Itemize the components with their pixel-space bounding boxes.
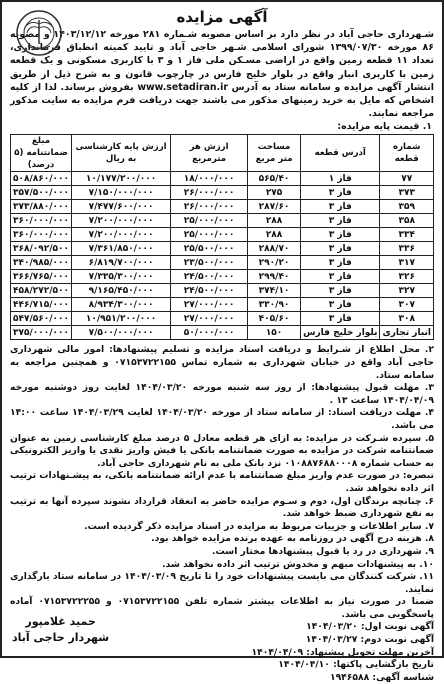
cell-parcel-number: انبار تجاری	[380, 326, 434, 340]
table-row	[11, 298, 434, 312]
intro-paragraph: شـهرداری حاجی آباد در نظر دارد بر اساس مصوبه شـماره ۲۸۱ مورخه ۱۴۰۳/۱۲/۱۲ و مصوبه ۸۶ مورخه ۱۳۹۹/۰۷/۳۰ شورای اسلامی شـهر حاجی آباد و تایید کمیته انطباق فرمانداری، تعداد ۱۱ قطعه زمین واقع در اراضی مسـکن ملی فاز ۱ و ۳ با کاربری مسکونی و یک قطعه زمین با کاربری انبار واقع در بلوار خلیج فارس در چارچوب قانون و به شرح ذیل از طریق انتشار آگهی مزایده و سامانه ستاد به آدرس www.setadiran.ir بفروش برساند. لذا از کلیه اشخاص که مایل به خرید زمینهای مذکور می باشند جهت دریافت فرم مزایده به سایت مذکور مراجعه نمایند.	[10, 29, 434, 120]
cell-guarantee: ۵۴۷/۵۶۰/۰۰۰	[11, 312, 72, 326]
cell-parcel-number: ۳۳۶	[380, 242, 434, 256]
table-row	[11, 172, 434, 186]
note-item: تبصره: در صورت عدم واریز مبلغ ضمانتنامه با عدم ارائه ضمانتنامه بانکی، به پیشـنهادات ترتیب اثر داده نخواهد شد.	[10, 470, 434, 494]
table-row	[11, 312, 434, 326]
cell-price-per-m2: ۲۴/۵۰۰/۰۰۰	[171, 284, 248, 298]
cell-parcel-address: فاز ۱	[301, 172, 380, 186]
cell-parcel-number: ۳۱۷	[380, 256, 434, 270]
cell-guarantee: ۳۵۷/۵۰۰/۰۰۰	[11, 186, 72, 200]
cell-area: ۲۸۸	[248, 228, 301, 242]
table-row	[11, 256, 434, 270]
date-item: آگهی نوبت دوم: ۱۴۰۴/۰۳/۲۷	[305, 634, 434, 646]
cell-price-per-m2: ۲۷/۰۰۰/۰۰۰	[171, 298, 248, 312]
note-item: ۹. شهرداری در رد یا قبول پیشنهادها مختار است.	[211, 545, 434, 557]
page-title: آگهی مزایده	[176, 8, 268, 26]
cell-area: ۲۸۸	[248, 214, 301, 228]
cell-guarantee: ۳۶۰/۰۰۰/۰۰۰	[11, 228, 72, 242]
date-item: تاریخ بازگشایی پاکتها: ۱۴۰۴/۰۴/۱۰	[278, 659, 434, 671]
cell-parcel-number: ۳۰۷	[380, 298, 434, 312]
table-row	[11, 284, 434, 298]
cell-guarantee: ۳۷۳/۸۸۰/۰۰۰	[11, 200, 72, 214]
cell-parcel-number: ۳۰۸	[380, 312, 434, 326]
cell-parcel-address: فاز ۳	[301, 284, 380, 298]
cell-guarantee: ۳۷۵/۰۰۰/۰۰۰	[11, 326, 72, 340]
cell-guarantee: ۳۶۰/۰۰۰/۰۰۰	[11, 214, 72, 228]
cell-base-value: ۹/۱۶۵/۴۵۰/۰۰۰	[72, 284, 171, 298]
note-item: ۵. سپرده شـرکت در مزایده: به ازای هر قطعه معادل ۵ درصد مبلغ کارشناسی زمین به عنوان ضمانتنامه شرکت در مزایده به صورت ضمانتنامه بانکی یا فیش واریز نقدی یا واریز الکترونیکی به حساب شماره ۰۱۰۸۸۷۶۸۸۰۰۰۸ نزد بانک ملی به نام شهرداری حاجی آباد.	[10, 432, 434, 469]
cell-area: ۲۸۷/۶۰	[248, 200, 301, 214]
cell-parcel-address: فاز ۳	[301, 214, 380, 228]
cell-base-value: ۱۰/۱۷۷/۲۰۰/۰۰۰	[72, 172, 171, 186]
note-item: ۱۱. شرکت کنندگان می بایست پیشنهادات خود را تا تاریخ ۱۴۰۴/۰۳/۰۹ در سامانه ستاد بارگذاری نمایند.	[10, 571, 435, 595]
cell-price-per-m2: ۲۵/۰۰۰/۰۰۰	[171, 228, 248, 242]
cell-area: ۲۹۹/۴۰	[248, 270, 301, 284]
cell-price-per-m2: ۲۵/۰۰۰/۰۰۰	[171, 214, 248, 228]
cell-guarantee: ۴۵۸/۲۷۲/۵۰۰	[11, 284, 72, 298]
cell-area: ۵۶۵/۴۰	[248, 172, 301, 186]
cell-base-value: ۷/۲۰۰/۰۰۰/۰۰۰	[72, 214, 171, 228]
cell-base-value: ۱۰/۹۵۱/۲۰۰/۰۰۰	[72, 312, 171, 326]
cell-price-per-m2: ۲۴/۵۰۰/۰۰۰	[171, 270, 248, 284]
cell-area: ۲۸۸/۷۰	[248, 242, 301, 256]
note-item: ضمنا در صورت نیاز به اطلاعات بیشتر شماره تلفن ۰۷۱۵۳۷۲۲۱۵۵ و ۰۷۱۵۳۷۲۲۲۵۵ آماده پاسخگویی می باشد.	[10, 596, 435, 620]
cell-base-value: ۷/۴۷۷/۶۰۰/۰۰۰	[72, 200, 171, 214]
cell-parcel-address: فاز ۳	[301, 256, 380, 270]
cell-parcel-number: ۳۵۹	[380, 200, 434, 214]
cell-parcel-number: ۷۷	[380, 172, 434, 186]
cell-base-value: ۷/۱۵۰/۰۰۰/۰۰۰	[72, 186, 171, 200]
cell-parcel-number: ۳۲۷	[380, 284, 434, 298]
notes-list	[2, 340, 442, 621]
cell-area: ۳۳۰/۹۰	[248, 298, 301, 312]
cell-price-per-m2: ۵۰/۰۰۰/۰۰۰	[171, 326, 248, 340]
table-row	[11, 200, 434, 214]
cell-price-per-m2: ۲۷/۰۰۰/۰۰۰	[171, 312, 248, 326]
note-item: ۲. محل اطلاع از شـرایط و دریافت اسناد مزایده و تسلیم پیشنهادها: امور مالی شهرداری حاجی آباد واقع در خیابان شهرداری به شماره تماس ۰۷۱۵۳۷۲۲۱۵۵ و همچنین مراجعه به سامانه ستاد.	[10, 344, 434, 381]
cell-base-value: ۷/۲۰۰/۰۰۰/۰۰۰	[72, 228, 171, 242]
cell-parcel-address: فاز ۳	[301, 228, 380, 242]
table-row	[11, 214, 434, 228]
cell-area: ۴۰۵/۶۰	[248, 312, 301, 326]
cell-guarantee: ۴۴۶/۷۱۵/۰۰۰	[11, 298, 72, 312]
col-parcel-number: شماره قطعه	[380, 135, 434, 172]
cell-parcel-number: ۳۲۶	[380, 270, 434, 284]
cell-parcel-address: فاز ۳	[301, 186, 380, 200]
cell-base-value: ۷/۳۶۱/۸۵۰/۰۰۰	[72, 242, 171, 256]
cell-area: ۳۷۴/۱۰	[248, 284, 301, 298]
cell-guarantee: ۳۴۰/۹۸۵/۰۰۰	[11, 256, 72, 270]
note-item: ۴. مهلت دریافت اسناد: از سامانه ستاد از مورخه ۱۴۰۴/۰۳/۲۰ لغایت ۱۴۰۴/۰۳/۲۹ ساعت ۱۴:۰۰ می باشد.	[10, 407, 434, 431]
cell-guarantee: ۳۶۶/۷۶۵/۰۰۰	[11, 270, 72, 284]
cell-base-value: ۷/۵۰۰/۰۰۰/۰۰۰	[72, 326, 171, 340]
cell-parcel-address: فاز ۳	[301, 298, 380, 312]
signature-block	[12, 614, 109, 646]
cell-area: ۲۷۵	[248, 186, 301, 200]
cell-parcel-number: ۳۷۳	[380, 186, 434, 200]
note-item: ۶. چنانچه برندگان اول، دوم و سـوم مزایده حاضر به انعقاد قرارداد نشوند سپرده آنها به ترتیب به نفع شهرداری ضبط خواهد شد.	[10, 495, 434, 520]
cell-base-value: ۸/۹۳۴/۳۰۰/۰۰۰	[72, 298, 171, 312]
table-row	[11, 228, 434, 242]
cell-price-per-m2: ۲۳/۵۰۰/۰۰۰	[171, 256, 248, 270]
cell-price-per-m2: ۱۸/۰۰۰/۰۰۰	[171, 172, 248, 186]
date-item: آگهی نوبت اول: ۱۴۰۴/۰۳/۲۰	[306, 621, 434, 633]
table-row	[11, 326, 434, 340]
cell-parcel-address: فاز ۳	[301, 270, 380, 284]
col-area: مساحت متر مربع	[248, 135, 301, 172]
cell-parcel-address: بلوار خلیج فارس	[301, 326, 380, 340]
cell-parcel-address: فاز ۳	[301, 200, 380, 214]
cell-price-per-m2: ۲۵/۵۰۰/۰۰۰	[171, 242, 248, 256]
note-item: ۷. سایر اطلاعات و جزییات مربوط به مزایده در اسناد مزایده ذکر گردیده است.	[84, 520, 434, 532]
cell-base-value: ۶/۸۱۹/۷۰۰/۰۰۰	[72, 256, 171, 270]
cell-guarantee: ۵۰۸/۸۶۰/۰۰۰	[11, 172, 72, 186]
cell-parcel-number: ۳۳۴	[380, 228, 434, 242]
table-row	[11, 270, 434, 284]
cell-area: ۲۹۰/۲۰	[248, 256, 301, 270]
note-item: ۸. هزینه درج آگهی در روزنامه به عهده برنده مزایده خواهد بود.	[151, 533, 434, 545]
table-row	[11, 242, 434, 256]
table-header-row	[11, 135, 434, 172]
date-item: آخرین مهلت تحویل پیشنهاد: ۱۴۰۴/۰۴/۰۹	[251, 646, 434, 658]
col-parcel-address: آدرس قطعه	[301, 135, 380, 172]
cell-base-value: ۷/۳۳۵/۳۰۰/۰۰۰	[72, 270, 171, 284]
signature-name: حمید غلامپور	[25, 615, 96, 628]
note-item: ۳. مهلت قبول پیشنهادها: از روز سه شنبه مورخه ۱۴۰۴/۰۳/۲۰ لغایت روز دوشنبه مورخه ۱۴۰۴/۰۴/۰۹ ساعت ۱۳ .	[10, 382, 434, 406]
col-guarantee: مبلغ ضمانتنامه (۵ درصد)	[11, 135, 72, 172]
cell-parcel-address: فاز ۳	[301, 312, 380, 326]
table-body	[11, 172, 434, 340]
col-price-per-m2: ارزش هر مترمربع	[171, 135, 248, 172]
cell-parcel-number: ۳۵۸	[380, 214, 434, 228]
cell-area: ۱۵۰	[248, 326, 301, 340]
cell-parcel-address: فاز ۳	[301, 242, 380, 256]
date-item: شناسه آگهی: ۱۹۴۶۵۸۸	[329, 671, 434, 683]
section-label: ۱. قیمت پایه مزایده:	[337, 121, 432, 133]
municipality-logo-icon	[14, 8, 64, 58]
price-table	[10, 134, 434, 340]
col-base-value: ارزش پایه کارشناسی به ریال	[72, 135, 171, 172]
cell-price-per-m2: ۲۶/۰۰۰/۰۰۰	[171, 200, 248, 214]
signature-role: شهردار حاجی آباد	[12, 631, 110, 644]
cell-price-per-m2: ۲۶/۰۰۰/۰۰۰	[171, 186, 248, 200]
table-row	[11, 186, 434, 200]
note-item: ۱۰. به پیشنهادات مبهم و مخدوش ترتیب اثر داده نخواهد شد.	[162, 558, 434, 570]
cell-guarantee: ۳۶۸/۰۹۲/۵۰۰	[11, 242, 72, 256]
